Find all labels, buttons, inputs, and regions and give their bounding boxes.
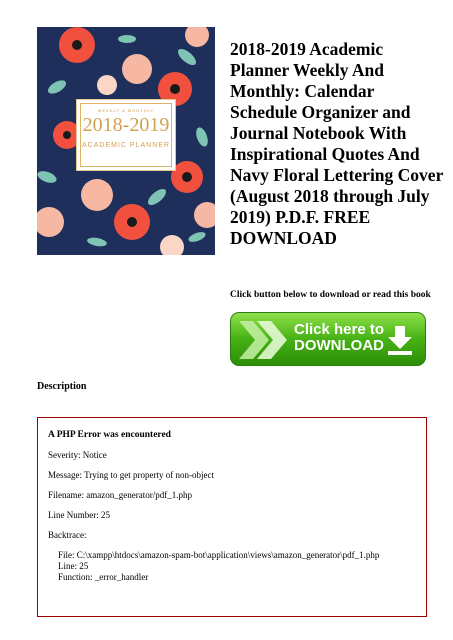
cover-subtitle: ACADEMIC PLANNER [82,142,170,149]
description-heading: Description [37,381,87,392]
error-heading: A PHP Error was encountered [48,430,171,440]
page-title: 2018-2019 Academic Planner Weekly And Monthly: Calendar Schedule Organizer and Journal Notebook With Inspirational Quotes And Navy Floral Lettering Cover (August 2018 through July 2019) P.D.F. FREE DOWNLOAD [230,39,444,248]
error-line-number: Line Number: 25 [48,510,110,520]
download-button-line2: DOWNLOAD [294,337,384,354]
cover-year: 2018-2019 [82,114,170,136]
error-filename: Filename: amazon_generator/pdf_1.php [48,490,192,500]
error-message: Message: Trying to get property of non-object [48,470,214,480]
error-backtrace [58,550,426,583]
php-error-box [37,417,427,617]
download-button-line1: Click here to [293,321,385,338]
error-severity: Severity: Notice [48,450,107,460]
cover-top-text: WEEKLY & MONTHLY [97,108,155,113]
backtrace-line: Line: 25 [58,561,89,571]
backtrace-function: Function: _error_handler [58,572,149,582]
error-backtrace-label: Backtrace: [48,530,87,540]
cover-title-label [76,99,176,171]
double-chevron-icon [237,319,289,361]
book-cover-image [37,27,215,255]
download-arrow-icon [386,324,414,356]
download-instruction: Click button below to download or read this book [230,290,431,300]
download-button[interactable] [230,312,426,366]
backtrace-file: File: C:\xampp\htdocs\amazon-spam-bot\application\views\amazon_generator\pdf_1.php [58,550,380,560]
